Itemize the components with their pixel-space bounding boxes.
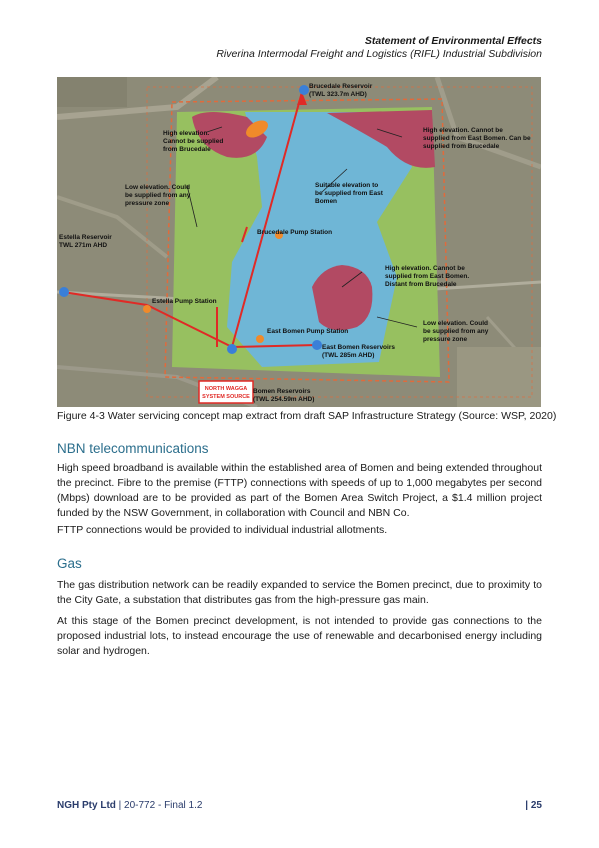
estella-reservoir-twl: TWL 271m AHD bbox=[59, 242, 108, 249]
page-header bbox=[216, 35, 542, 61]
document-title: Statement of Environmental Effects bbox=[364, 35, 542, 47]
high-elev-se-l2: supplied from East Bomen. bbox=[385, 273, 470, 280]
suitable-l1: Suitable elevation to bbox=[315, 182, 379, 189]
high-elev-se-l3: Distant from Brucedale bbox=[385, 281, 457, 288]
high-elev-nw-l3: from Brucedale bbox=[163, 146, 211, 153]
low-elev-e-l1: Low elevation. Could bbox=[423, 320, 489, 327]
east-bomen-reservoir-marker bbox=[312, 340, 322, 350]
high-elev-ne-l1: High elevation. Cannot be bbox=[423, 127, 503, 134]
east-bomen-pump-label: East Bomen Pump Station bbox=[267, 328, 349, 335]
bomen-reservoirs-twl: (TWL 254.59m AHD) bbox=[253, 396, 315, 403]
water-servicing-map bbox=[57, 77, 541, 407]
figure-caption: Figure 4-3 Water servicing concept map extract from draft SAP Infrastructure Strategy (Source: WSP, 2020) bbox=[57, 410, 557, 422]
estella-reservoir-label: Estella Reservoir bbox=[59, 234, 112, 241]
bomen-reservoir-marker bbox=[227, 344, 237, 354]
high-elev-nw-l2: Cannot be supplied bbox=[163, 138, 224, 145]
brucedale-reservoir-twl: (TWL 323.7m AHD) bbox=[309, 91, 367, 98]
footer-doc-ref: | 20-772 - Final 1.2 bbox=[115, 800, 203, 811]
project-title: Riverina Intermodal Freight and Logistics (RIFL) Industrial Subdivision bbox=[216, 48, 542, 60]
bomen-reservoirs-label: Bomen Reservoirs bbox=[253, 388, 311, 395]
high-elev-nw-l1: High elevation. bbox=[163, 130, 210, 137]
north-wagga-line2: SYSTEM SOURCE bbox=[202, 394, 250, 400]
brucedale-reservoir-marker bbox=[299, 85, 309, 95]
estella-pump-marker bbox=[143, 305, 151, 313]
east-bomen-pump-marker bbox=[256, 335, 264, 343]
high-elev-ne-l3: supplied from Brucedale bbox=[423, 143, 500, 150]
brucedale-reservoir-label: Brucedale Reservoir bbox=[309, 83, 373, 90]
footer-left bbox=[57, 800, 202, 811]
low-elev-w-l2: be supplied from any bbox=[125, 192, 191, 199]
suitable-l3: Bomen bbox=[315, 198, 338, 205]
east-bomen-reservoirs-twl: (TWL 285m AHD) bbox=[322, 352, 375, 359]
estella-reservoir-marker bbox=[59, 287, 69, 297]
footer-company: NGH Pty Ltd bbox=[57, 800, 116, 811]
suitable-l2: be supplied from East bbox=[315, 190, 383, 197]
gas-paragraph-2: At this stage of the Bomen precinct development, is not intended to provide gas connections to the proposed industrial lots, to instead encourage the use of renewable and decarbonised energy including solar and hydrogen. bbox=[57, 615, 542, 657]
section-heading-nbn: NBN telecommunications bbox=[57, 441, 209, 456]
low-elev-e-l2: be supplied from any bbox=[423, 328, 489, 335]
high-elev-se-l1: High elevation. Cannot be bbox=[385, 265, 465, 272]
gas-paragraph-1: The gas distribution network can be readily expanded to service the Bomen precinct, due to proximity to the City Gate, a substation that distributes gas from the high-pressure gas main. bbox=[57, 579, 542, 606]
nbn-paragraph-1: High speed broadband is available within the established area of Bomen and being extended throughout the precinct. Fibre to the premise (FTTP) connections with speeds of up to 1,000 megabytes per second (Mbps) download are to be provided as part of the Bomen Area Switch Project, a $1.4 million project funded by the NSW Government, in collaboration with Council and NBN Co. bbox=[57, 462, 542, 519]
low-elev-e-l3: pressure zone bbox=[423, 336, 468, 343]
high-elev-ne-l2: supplied from East Bomen. Can be bbox=[423, 135, 531, 142]
low-elev-w-l1: Low elevation. Could bbox=[125, 184, 191, 191]
nbn-paragraph-2: FTTP connections would be provided to individual industrial allotments. bbox=[57, 524, 388, 536]
section-heading-gas: Gas bbox=[57, 556, 82, 571]
low-elev-w-l3: pressure zone bbox=[125, 200, 170, 207]
page-number: | 25 bbox=[525, 800, 542, 811]
red-zone-se bbox=[312, 265, 372, 330]
estella-pump-label: Estella Pump Station bbox=[152, 298, 217, 305]
east-bomen-reservoirs-label: East Bomen Reservoirs bbox=[322, 344, 395, 351]
north-wagga-line1: NORTH WAGGA bbox=[204, 386, 248, 392]
brucedale-pump-label: Brucedale Pump Station bbox=[257, 229, 333, 236]
